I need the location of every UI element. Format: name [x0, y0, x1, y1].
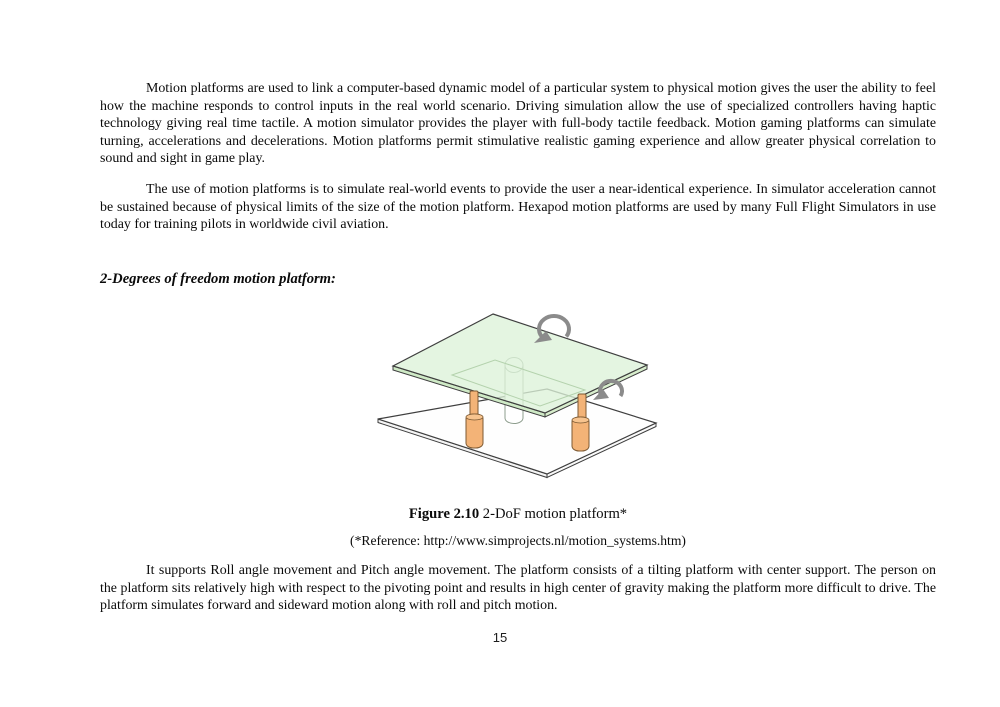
- body-paragraph-1: Motion platforms are used to link a computer-based dynamic model of a particular system to physical motion gives the user the ability to feel how the machine responds to control inputs in the real world scenario. Driving simulation allow the use of specialized controllers having haptic technology giving real time tactile. A motion simulator provides the player with full-body tactile feedback. Motion gaming platforms can simulate turning, accelerations and decelerations. Motion platforms permit stimulative realistic gaming experience and allow greater physical correlation to sound and sight in game play.: [100, 81, 936, 166]
- figure-2-10: [368, 298, 668, 488]
- figure-reference: (*Reference: http://www.simprojects.nl/motion_systems.htm): [350, 533, 686, 548]
- figure-caption-label: Figure 2.10: [408, 506, 480, 522]
- body-paragraph-3: It supports Roll angle movement and Pitch angle movement. The platform consists of a tilting platform with center support. The person on the platform sits relatively high with respect to the pivoting point and results in high center of gravity making the platform more difficult to drive. The platform simulates forward and sideward motion along with roll and pitch motion.: [100, 563, 936, 613]
- motion-platform-illustration: [368, 298, 668, 488]
- tilting-platform: [393, 314, 647, 417]
- actuator-left: [466, 391, 483, 448]
- figure-caption-text: 2-DoF motion platform*: [482, 506, 628, 522]
- section-heading: 2-Degrees of freedom motion platform:: [100, 271, 336, 287]
- figure-caption: [100, 506, 936, 523]
- page-number: 15: [492, 630, 508, 645]
- body-paragraph-2: The use of motion platforms is to simulate real-world events to provide the user a near-identical experience. In simulator acceleration cannot be sustained because of physical limits of the size of the motion platform. Hexapod motion platforms are used by many Full Flight Simulators in use today for training pilots in worldwide civil aviation.: [100, 182, 936, 232]
